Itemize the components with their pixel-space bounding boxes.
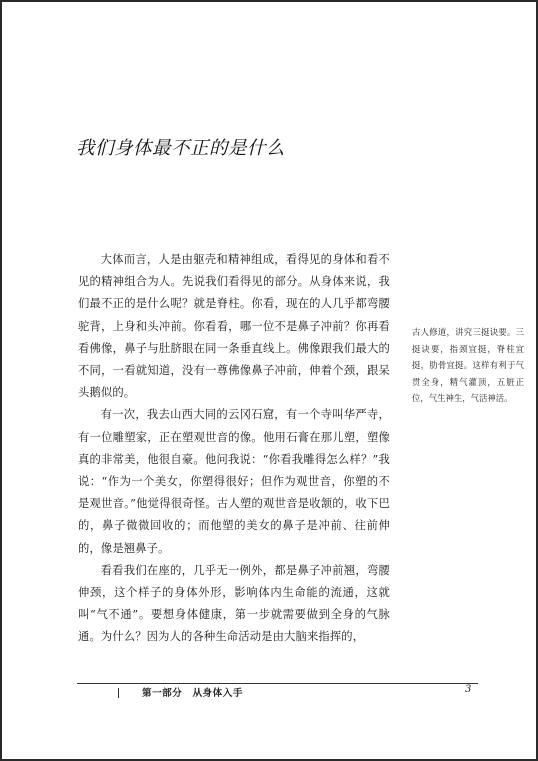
body-text	[78, 249, 390, 649]
paragraph-1: 大体而言，人是由躯壳和精神组成，看得见的身体和看不见的精神组合为人。先说我们看得见的部分。从身体来说，我们最不正的是什么呢？就是脊柱。你看，现在的人几乎都弯腰驼背，上身和头冲前。你看看，哪一位不是鼻子冲前？你再看看佛像，鼻子与肚脐眼在同一条垂直线上。佛像跟我们最大的不同，一看就知道，没有一尊佛像鼻子冲前，伸着个颈，跟呆头鹅似的。	[78, 253, 390, 400]
footer-divider	[77, 683, 478, 684]
running-footer: 第一部分 从身体入手	[142, 688, 243, 699]
paragraph-3: 看看我们在座的，几乎无一例外，都是鼻子冲前翘，弯腰伸颈，这个样子的身体外形，影响体内生命能的流通，这就叫“气不通”。要想身体健康，第一步就需要做到全身的气脉通。为什么？因为人的各种生命活动是由大脑来指挥的，	[78, 563, 390, 644]
paragraph-2: 有一次，我去山西大同的云冈石窟，有一个寺叫华严寺，有一位雕塑家，正在塑观世音的像。他用石膏在那儿塑，塑像真的非常美，他很自豪。他问我说：“你看我雕得怎么样？”我说：“作为一个美女，你塑得很好；但作为观世音，你塑的不是观世音。”他觉得很奇怪。古人塑的观世音是收颔的，收下巴的，鼻子微微回收的；而他塑的美女的鼻子是冲前、往前伸的，像是翘鼻子。	[78, 408, 390, 555]
page-number: 3	[465, 684, 472, 695]
margin-note: 古人修道，讲究三挺诀要。三挺诀要，指颈宜挺，脊柱宜挺，肋骨宜挺。这样有利于气贯全身，精气灌顶，五脏正位，气生神生，气活神活。	[412, 327, 524, 404]
footer-tick-mark	[118, 688, 119, 698]
chapter-title: 我们身体最不正的是什么	[76, 138, 286, 159]
